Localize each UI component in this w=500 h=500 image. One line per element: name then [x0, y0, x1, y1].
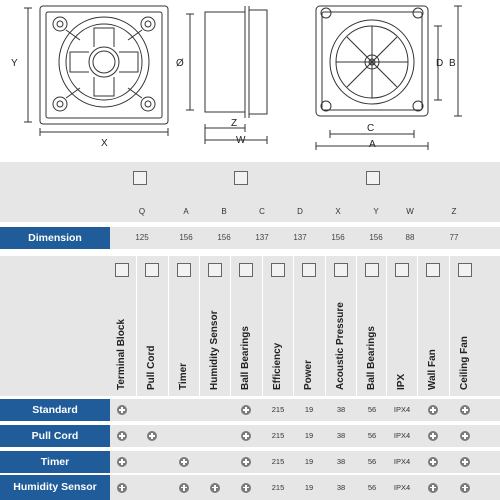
feature-value: 215: [271, 431, 285, 440]
feature-included-icon: [460, 483, 470, 493]
feature-name: Pull Cord: [146, 345, 157, 390]
label-b: B: [449, 58, 456, 69]
front-view-drawing: [24, 6, 168, 136]
ceiling-fan-icon: [458, 263, 472, 277]
rear-grid-icon: [366, 171, 380, 185]
dimension-letter: C: [259, 207, 265, 216]
label-x: X: [101, 138, 108, 149]
feature-value: 19: [304, 431, 314, 440]
feature-value: IPX4: [393, 457, 411, 466]
dimension-value: 156: [331, 233, 345, 242]
feature-name: Terminal Block: [116, 319, 127, 390]
dimension-value: 137: [255, 233, 269, 242]
feature-value: 215: [271, 482, 285, 492]
front-grid-icon: [234, 171, 248, 185]
feature-included-icon: [210, 483, 220, 493]
rear-view-drawing: [316, 6, 462, 150]
feature-included-icon: [117, 405, 127, 415]
feature-name: Timer: [178, 362, 189, 390]
ball-bearings-icon-2: [365, 263, 379, 277]
column-divider: [293, 256, 294, 396]
column-divider: [449, 256, 450, 396]
feature-row-label: Pull Cord: [0, 425, 110, 447]
feature-row-label: Humidity Sensor: [0, 475, 110, 500]
column-divider: [230, 256, 231, 396]
dimension-value: 137: [293, 233, 307, 242]
dimension-value: 156: [369, 233, 383, 242]
feature-value: IPX4: [393, 431, 411, 440]
dimension-letter: X: [335, 207, 341, 216]
dimension-value: 88: [405, 233, 415, 242]
feature-included-icon: [428, 483, 438, 493]
dimension-value: 156: [217, 233, 231, 242]
feature-row-label: Timer: [0, 451, 110, 473]
label-a: A: [369, 139, 376, 150]
feature-included-icon: [117, 431, 127, 441]
label-d: D: [436, 58, 444, 69]
feature-value: 19: [304, 457, 314, 466]
terminal-block-icon: [115, 263, 129, 277]
feature-value: 38: [336, 431, 346, 440]
feature-value: 56: [367, 431, 377, 440]
feature-name: Ceiling Fan: [459, 336, 470, 390]
wall-fan-icon: [426, 263, 440, 277]
dimension-value: 125: [135, 233, 149, 242]
feature-name: Wall Fan: [427, 349, 438, 390]
feature-name: Acoustic Pressure: [335, 302, 346, 390]
ball-bearings-icon: [239, 263, 253, 277]
feature-included-icon: [428, 457, 438, 467]
feature-included-icon: [117, 483, 127, 493]
feature-included-icon: [117, 457, 127, 467]
feature-row-label: Standard: [0, 399, 110, 421]
feature-value: 56: [367, 405, 377, 414]
column-divider: [386, 256, 387, 396]
feature-value: 56: [367, 482, 377, 492]
feature-name: Efficiency: [272, 342, 283, 390]
pull-cord-icon: [145, 263, 159, 277]
dimension-value: 77: [449, 233, 459, 242]
feature-value: 56: [367, 457, 377, 466]
feature-value: 19: [304, 482, 314, 492]
feature-name: Ball Bearings: [240, 326, 251, 390]
side-view-drawing: [186, 6, 267, 144]
feature-value: 215: [271, 405, 285, 414]
feature-name: Humidity Sensor: [209, 310, 220, 390]
feature-name: Power: [303, 359, 314, 390]
label-c: C: [367, 123, 375, 134]
feature-included-icon: [241, 457, 251, 467]
dimension-letter: A: [183, 207, 189, 216]
dimension-letter: B: [221, 207, 227, 216]
column-divider: [199, 256, 200, 396]
feature-included-icon: [428, 405, 438, 415]
column-divider: [168, 256, 169, 396]
dimension-letter: D: [297, 207, 303, 216]
feature-included-icon: [428, 431, 438, 441]
dimension-letter: Y: [373, 207, 379, 216]
column-divider: [262, 256, 263, 396]
feature-included-icon: [460, 457, 470, 467]
dimension-letter: W: [406, 207, 414, 216]
feature-name: Ball Bearings: [366, 326, 377, 390]
ipx-icon: [395, 263, 409, 277]
feature-value: 19: [304, 405, 314, 414]
feature-included-icon: [179, 457, 189, 467]
column-divider: [356, 256, 357, 396]
feature-name: IPX: [396, 373, 407, 390]
label-z: Z: [231, 118, 238, 129]
column-divider: [136, 256, 137, 396]
feature-value: 215: [271, 457, 285, 466]
feature-included-icon: [460, 431, 470, 441]
acoustic-pressure-icon: [334, 263, 348, 277]
feature-included-icon: [241, 483, 251, 493]
feature-included-icon: [147, 431, 157, 441]
feature-included-icon: [460, 405, 470, 415]
feature-value: IPX4: [393, 405, 411, 414]
humidity-sensor-icon: [208, 263, 222, 277]
label-w: W: [236, 135, 246, 146]
timer-icon: [177, 263, 191, 277]
feature-value: 38: [336, 482, 346, 492]
fan-drawings: [0, 0, 500, 160]
dimension-letter: Q: [138, 207, 146, 216]
efficiency-icon: [271, 263, 285, 277]
power-icon: [302, 263, 316, 277]
column-divider: [417, 256, 418, 396]
label-y: Y: [11, 58, 18, 69]
dimension-letter: Z: [451, 207, 457, 216]
feature-included-icon: [241, 405, 251, 415]
feature-value: 38: [336, 405, 346, 414]
label-q: Ø: [176, 58, 184, 69]
column-divider: [325, 256, 326, 396]
dimension-value: 156: [179, 233, 193, 242]
feature-included-icon: [179, 483, 189, 493]
feature-included-icon: [241, 431, 251, 441]
diameter-icon: [133, 171, 147, 185]
dimension-row-label: Dimension: [0, 227, 110, 249]
feature-value: IPX4: [393, 482, 411, 492]
feature-value: 38: [336, 457, 346, 466]
